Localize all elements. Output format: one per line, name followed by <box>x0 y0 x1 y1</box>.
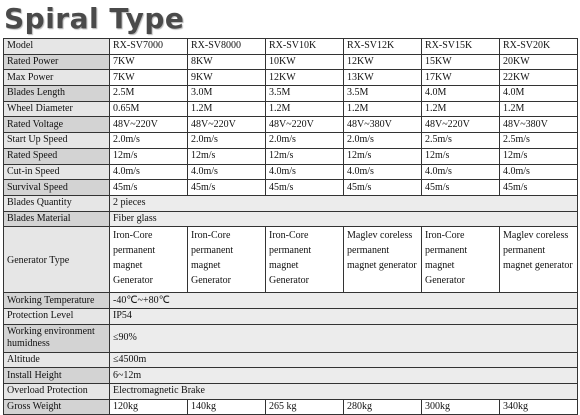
spec-rated-speed-value: 12m/s <box>110 148 188 164</box>
spec-rated-speed-value: 12m/s <box>188 148 266 164</box>
protection-level-label: Protection Level <box>4 308 110 324</box>
protection-level-row <box>4 308 578 324</box>
spec-rated-voltage-value: 48V~220V <box>188 117 266 133</box>
spec-blades-length-row <box>4 86 578 102</box>
spec-rated-speed-value: 12m/s <box>500 148 578 164</box>
working-temperature-row <box>4 293 578 309</box>
blades-quantity-value: 2 pieces <box>110 195 578 211</box>
working-temperature-value: -40℃~+80℃ <box>110 293 578 309</box>
model-name: RX-SV8000 <box>188 39 266 55</box>
spec-max-power-label: Max Power <box>4 70 110 86</box>
protection-level-value: IP54 <box>110 308 578 324</box>
spec-rated-power-value: 10KW <box>266 54 344 70</box>
spec-cut-in-speed-value: 4.0m/s <box>422 164 500 180</box>
humidness-label: Working environment humidness <box>4 324 110 352</box>
spec-cut-in-speed-value: 4.0m/s <box>188 164 266 180</box>
spec-start-up-speed-value: 2.0m/s <box>266 133 344 149</box>
spec-cut-in-speed-value: 4.0m/s <box>110 164 188 180</box>
spec-survival-speed-value: 45m/s <box>188 180 266 196</box>
install-height-value: 6~12m <box>110 368 578 384</box>
spec-rated-voltage-label: Rated Voltage <box>4 117 110 133</box>
spec-rated-voltage-value: 48V~220V <box>110 117 188 133</box>
model-name: RX-SV15K <box>422 39 500 55</box>
generator-type-value: Iron-Core permanent magnet Generator <box>110 227 188 293</box>
spec-rated-power-value: 20KW <box>500 54 578 70</box>
spec-start-up-speed-label: Start Up Speed <box>4 133 110 149</box>
spec-rated-power-value: 7KW <box>110 54 188 70</box>
model-name: RX-SV12K <box>344 39 422 55</box>
spec-blades-length-value: 3.5M <box>344 86 422 102</box>
spec-max-power-value: 17KW <box>422 70 500 86</box>
spec-survival-speed-row <box>4 180 578 196</box>
model-name: RX-SV20K <box>500 39 578 55</box>
spec-cut-in-speed-value: 4.0m/s <box>344 164 422 180</box>
gross-weight-value: 265 kg <box>266 399 344 415</box>
spec-wheel-diameter-value: 1.2M <box>500 101 578 117</box>
spec-start-up-speed-value: 2.0m/s <box>344 133 422 149</box>
altitude-row <box>4 352 578 368</box>
spec-rated-power-label: Rated Power <box>4 54 110 70</box>
spec-blades-length-value: 3.5M <box>266 86 344 102</box>
spec-survival-speed-value: 45m/s <box>266 180 344 196</box>
gross-weight-value: 140kg <box>188 399 266 415</box>
spec-blades-length-label: Blades Length <box>4 86 110 102</box>
generator-type-value: Iron-Core permanent magnet Generator <box>188 227 266 293</box>
model-name: RX-SV10K <box>266 39 344 55</box>
altitude-value: ≤4500m <box>110 352 578 368</box>
spec-rated-speed-value: 12m/s <box>266 148 344 164</box>
spec-rated-voltage-value: 48V~380V <box>344 117 422 133</box>
spec-cut-in-speed-label: Cut-in Speed <box>4 164 110 180</box>
spec-cut-in-speed-value: 4.0m/s <box>500 164 578 180</box>
spec-survival-speed-label: Survival Speed <box>4 180 110 196</box>
spec-start-up-speed-row <box>4 133 578 149</box>
spec-rated-speed-row <box>4 148 578 164</box>
spec-wheel-diameter-value: 0.65M <box>110 101 188 117</box>
spec-start-up-speed-value: 2.0m/s <box>188 133 266 149</box>
spec-rated-power-value: 15KW <box>422 54 500 70</box>
spec-max-power-value: 13KW <box>344 70 422 86</box>
spec-max-power-value: 22KW <box>500 70 578 86</box>
gross-weight-value: 340kg <box>500 399 578 415</box>
spec-survival-speed-value: 45m/s <box>344 180 422 196</box>
spec-survival-speed-value: 45m/s <box>500 180 578 196</box>
spec-blades-length-value: 2.5M <box>110 86 188 102</box>
humidness-row <box>4 324 578 352</box>
spec-max-power-value: 9KW <box>188 70 266 86</box>
spec-rated-voltage-value: 48V~380V <box>500 117 578 133</box>
spec-wheel-diameter-value: 1.2M <box>344 101 422 117</box>
generator-type-label: Generator Type <box>4 227 110 293</box>
spec-cut-in-speed-value: 4.0m/s <box>266 164 344 180</box>
spec-start-up-speed-value: 2.0m/s <box>110 133 188 149</box>
spec-blades-length-value: 4.0M <box>500 86 578 102</box>
spec-max-power-value: 7KW <box>110 70 188 86</box>
blades-quantity-row <box>4 195 578 211</box>
gross-weight-row <box>4 399 578 415</box>
install-height-label: Install Height <box>4 368 110 384</box>
spec-rated-voltage-value: 48V~220V <box>422 117 500 133</box>
spec-wheel-diameter-value: 1.2M <box>188 101 266 117</box>
spec-wheel-diameter-value: 1.2M <box>422 101 500 117</box>
humidness-value: ≤90% <box>110 324 578 352</box>
spec-start-up-speed-value: 2.5m/s <box>422 133 500 149</box>
model-name: RX-SV7000 <box>110 39 188 55</box>
spec-wheel-diameter-row <box>4 101 578 117</box>
spec-survival-speed-value: 45m/s <box>422 180 500 196</box>
model-row <box>4 39 578 55</box>
altitude-label: Altitude <box>4 352 110 368</box>
generator-type-value: Maglev coreless permanent magnet generator <box>500 227 578 293</box>
spec-wheel-diameter-value: 1.2M <box>266 101 344 117</box>
blades-quantity-label: Blades Quantity <box>4 195 110 211</box>
install-height-row <box>4 368 578 384</box>
spec-start-up-speed-value: 2.5m/s <box>500 133 578 149</box>
gross-weight-value: 280kg <box>344 399 422 415</box>
spec-rated-voltage-value: 48V~220V <box>266 117 344 133</box>
generator-type-value: Maglev coreless permanent magnet generator <box>344 227 422 293</box>
spec-rated-speed-label: Rated Speed <box>4 148 110 164</box>
overload-protection-row <box>4 384 578 400</box>
spec-rated-power-value: 8KW <box>188 54 266 70</box>
spec-wheel-diameter-label: Wheel Diameter <box>4 101 110 117</box>
overload-protection-label: Overload Protection <box>4 384 110 400</box>
gross-weight-value: 120kg <box>110 399 188 415</box>
spec-max-power-row <box>4 70 578 86</box>
generator-type-row <box>4 227 578 293</box>
spec-cut-in-speed-row <box>4 164 578 180</box>
spec-rated-power-row <box>4 54 578 70</box>
gross-weight-label: Gross Weight <box>4 399 110 415</box>
spec-rated-speed-value: 12m/s <box>422 148 500 164</box>
blades-material-row <box>4 211 578 227</box>
working-temperature-label: Working Temperature <box>4 293 110 309</box>
blades-material-label: Blades Material <box>4 211 110 227</box>
spec-table <box>3 38 578 415</box>
generator-type-value: Iron-Core permanent magnet Generator <box>422 227 500 293</box>
spec-survival-speed-value: 45m/s <box>110 180 188 196</box>
spec-table-body <box>4 39 578 415</box>
spec-rated-power-value: 12KW <box>344 54 422 70</box>
page-title: Spiral Type <box>4 2 185 35</box>
generator-type-value: Iron-Core permanent magnet Generator <box>266 227 344 293</box>
gross-weight-value: 300kg <box>422 399 500 415</box>
overload-protection-value: Electromagnetic Brake <box>110 384 578 400</box>
spec-rated-voltage-row <box>4 117 578 133</box>
model-label: Model <box>4 39 110 55</box>
blades-material-value: Fiber glass <box>110 211 578 227</box>
spec-rated-speed-value: 12m/s <box>344 148 422 164</box>
spec-max-power-value: 12KW <box>266 70 344 86</box>
spec-blades-length-value: 4.0M <box>422 86 500 102</box>
spec-blades-length-value: 3.0M <box>188 86 266 102</box>
